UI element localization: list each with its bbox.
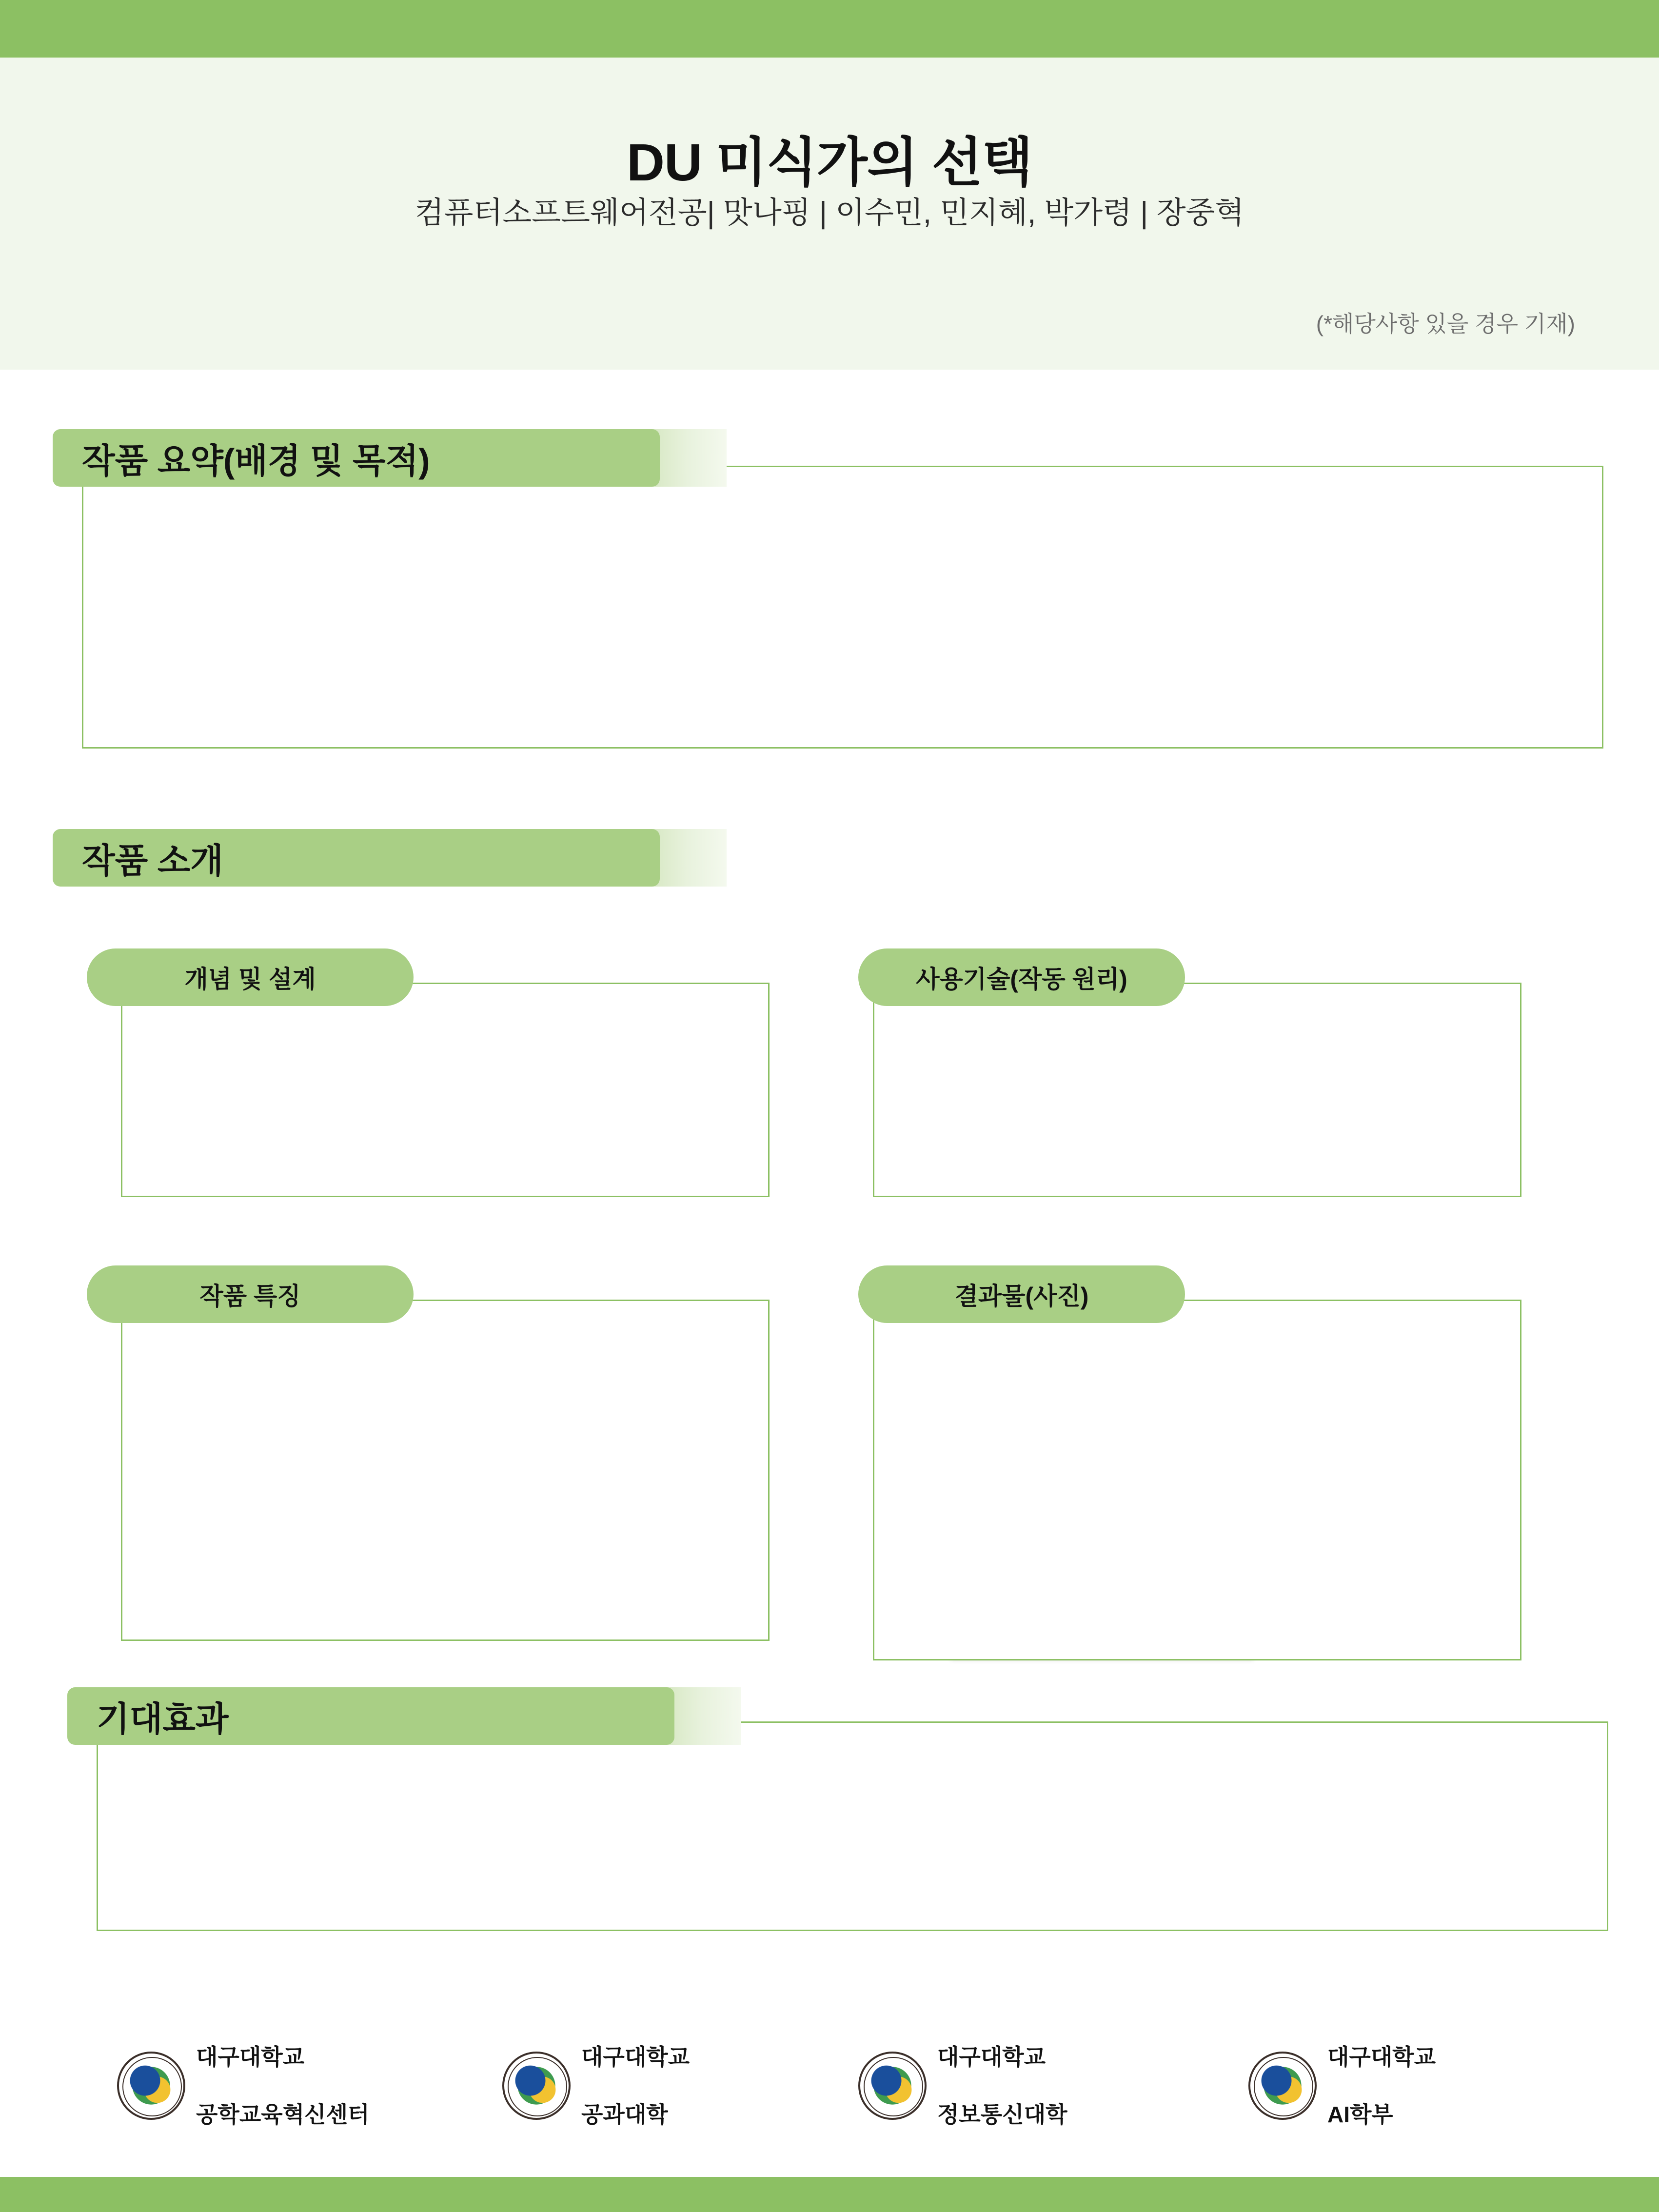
result-screenshots-title [858,1265,1185,1323]
university-seal-icon [1248,2052,1317,2120]
footer-logo-4-label [1327,2014,1436,2157]
footer-logo-4-line2: AI학부 [1327,2101,1393,2127]
summary-section-title [53,429,660,487]
concept-design-title-label: 개념 및 설계 [184,966,316,993]
tech-used-title-label: 사용기술(작동 원리) [916,966,1127,993]
footer-logo-1-label [196,2014,370,2157]
features-title [87,1265,414,1323]
footer-logo-3-line1: 대구대학교 [937,2044,1046,2070]
concept-design-title [87,948,414,1006]
summary-box [82,466,1603,749]
intro-section-title-label: 작품 소개 [82,841,223,880]
effect-section-title-label: 기대효과 [97,1699,229,1738]
university-seal-icon [858,2052,927,2120]
page-title: DU 미식가의 선택 [627,133,1032,192]
footer-logo-4 [1248,2014,1436,2157]
tech-used-box [873,983,1521,1197]
footer-logo-2-line2: 공과대학 [581,2101,668,2127]
summary-section-title-label: 작품 요약(배경 및 목적) [82,441,430,480]
top-accent-bar [0,0,1659,58]
features-box [121,1300,770,1641]
footer-logo-2-line1: 대구대학교 [581,2044,690,2070]
footer-logo-3 [858,2014,1067,2157]
features-title-label: 작품 특징 [199,1283,301,1310]
footer-logo-1 [117,2014,370,2157]
bottom-accent-bar [0,2177,1659,2212]
effect-section-title [67,1687,674,1745]
footer-logo-2 [502,2014,690,2157]
result-screenshots-box [873,1300,1521,1660]
concept-design-box [121,983,770,1197]
footer-logo-1-line1: 대구대학교 [196,2044,305,2070]
effect-box [97,1721,1608,1931]
university-seal-icon [117,2052,185,2120]
page-subtitle: 컴퓨터소프트웨어전공| 맛나핑 | 이수민, 민지혜, 박가령 | 장중혁 [415,196,1244,230]
university-seal-icon [502,2052,571,2120]
footer-logo-3-label [937,2014,1067,2157]
footer-logo-1-line2: 공학교육혁신센터 [196,2101,370,2127]
result-screenshots-title-label: 결과물(사진) [954,1283,1089,1310]
footer-logo-3-line2: 정보통신대학 [937,2101,1067,2127]
intro-section-title [53,829,660,887]
header-note: (*해당사항 있을 경우 기재) [1316,311,1575,336]
poster-header [0,58,1659,370]
footer-logo-4-line1: 대구대학교 [1327,2044,1436,2070]
footer-logo-2-label [581,2014,690,2157]
tech-used-title [858,948,1185,1006]
